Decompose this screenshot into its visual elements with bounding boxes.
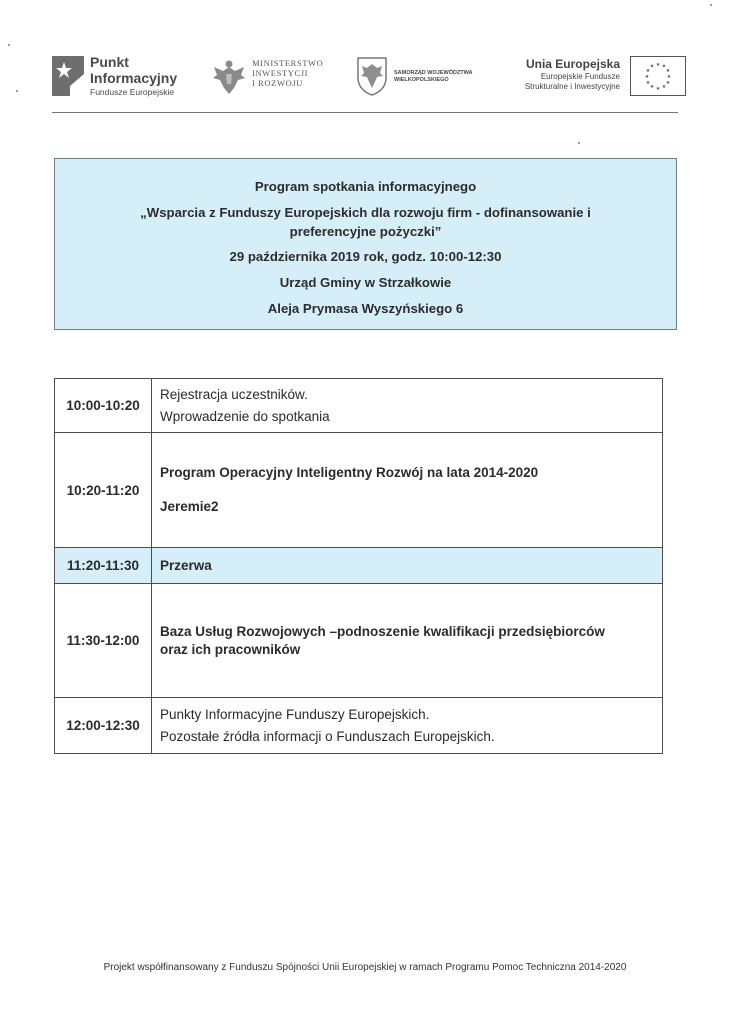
punkt-line1: Punkt bbox=[90, 54, 129, 70]
svg-text:★: ★ bbox=[644, 74, 650, 80]
svg-text:★: ★ bbox=[661, 84, 667, 90]
table-row bbox=[55, 698, 663, 754]
description-cell bbox=[152, 379, 663, 433]
shield-icon bbox=[356, 56, 388, 96]
description-cell bbox=[152, 433, 663, 548]
info-place: Urząd Gminy w Strzałkowie bbox=[279, 275, 452, 290]
description-line: Rejestracja uczestników. bbox=[160, 386, 308, 402]
table-row-break bbox=[55, 548, 663, 584]
info-title: Program spotkania informacyjnego bbox=[254, 179, 477, 194]
meeting-info-box bbox=[54, 158, 677, 330]
time-cell: 11:20-11:30 bbox=[55, 548, 152, 584]
svg-text:★: ★ bbox=[655, 62, 661, 68]
unia-europejska-logo bbox=[488, 52, 688, 106]
description-cell bbox=[152, 584, 663, 698]
ministerstwo-logo bbox=[212, 52, 342, 106]
description-line: Program Operacyjny Inteligentny Rozwój na lata 2014-2020 bbox=[160, 465, 539, 480]
description-cell bbox=[152, 698, 663, 754]
punkt-line3: Fundusze Europejskie bbox=[90, 87, 175, 97]
schedule-table bbox=[54, 378, 663, 754]
svg-text:★: ★ bbox=[649, 63, 655, 70]
description-line: oraz ich pracowników bbox=[160, 641, 301, 657]
samorzad-line2: WIELKOPOLSKIEGO bbox=[394, 77, 449, 83]
header-logos bbox=[52, 52, 688, 106]
description-line: Wprowadzenie do spotkania bbox=[160, 408, 330, 424]
scan-speck bbox=[578, 142, 580, 144]
svg-text:★: ★ bbox=[666, 74, 672, 80]
description-line: Baza Usług Rozwojowych –podnoszenie kwalifikacji przedsiębiorców bbox=[160, 623, 605, 639]
ministerstwo-line1: MINISTERSTWO bbox=[252, 58, 324, 68]
punkt-informacyjny-logo bbox=[52, 52, 202, 106]
svg-text:★: ★ bbox=[645, 80, 651, 86]
info-subtitle-line2: preferencyjne pożyczki” bbox=[289, 224, 442, 239]
svg-text:★: ★ bbox=[665, 68, 671, 74]
svg-text:★: ★ bbox=[655, 86, 661, 92]
description-line: Pozostałe źródła informacji o Funduszach Europejskich. bbox=[160, 728, 495, 744]
samorzad-line1: SAMORZĄD WOJEWÓDZTWA bbox=[394, 70, 473, 76]
ministerstwo-line3: I ROZWOJU bbox=[252, 78, 303, 88]
info-date: 29 października 2019 rok, godz. 10:00-12:30 bbox=[229, 249, 502, 264]
info-subtitle-line1: „Wsparcia z Funduszy Europejskich dla rozwoju firm - dofinansowanie i bbox=[140, 205, 591, 220]
svg-text:★: ★ bbox=[645, 68, 651, 74]
description-cell bbox=[152, 548, 663, 584]
ue-line2: Strukturalne i Inwestycyjne bbox=[524, 82, 620, 91]
scan-speck bbox=[8, 44, 10, 46]
punkt-line2: Informacyjny bbox=[90, 70, 178, 86]
time-cell: 10:20-11:20 bbox=[55, 433, 152, 548]
punkt-star-icon bbox=[52, 56, 84, 96]
eagle-icon bbox=[212, 58, 246, 96]
description-line: Jeremie2 bbox=[160, 499, 219, 514]
ue-title: Unia Europejska bbox=[525, 57, 620, 71]
table-row bbox=[55, 379, 663, 433]
header-divider bbox=[52, 112, 678, 113]
svg-text:★: ★ bbox=[649, 84, 655, 90]
description-line: Punkty Informacyjne Funduszy Europejskich. bbox=[160, 706, 430, 722]
samorzad-logo bbox=[356, 52, 496, 106]
ministerstwo-line2: INWESTYCJI bbox=[252, 68, 309, 78]
svg-text:★: ★ bbox=[665, 80, 671, 86]
time-cell: 10:00-10:20 bbox=[55, 379, 152, 433]
eu-flag-icon bbox=[630, 56, 686, 96]
table-row bbox=[55, 584, 663, 698]
scan-speck bbox=[16, 90, 18, 92]
scan-speck bbox=[710, 4, 712, 6]
footer-note: Projekt współfinansowany z Funduszu Spójności Unii Europejskiej w ramach Programu Pomoc Techniczna 2014-2020 bbox=[103, 962, 627, 973]
time-cell: 11:30-12:00 bbox=[55, 584, 152, 698]
svg-text:★: ★ bbox=[661, 63, 667, 70]
description-line: Przerwa bbox=[160, 558, 212, 573]
ue-line1: Europejskie Fundusze bbox=[540, 72, 620, 81]
table-row bbox=[55, 433, 663, 548]
time-cell: 12:00-12:30 bbox=[55, 698, 152, 754]
info-address: Aleja Prymasa Wyszyńskiego 6 bbox=[267, 301, 464, 316]
